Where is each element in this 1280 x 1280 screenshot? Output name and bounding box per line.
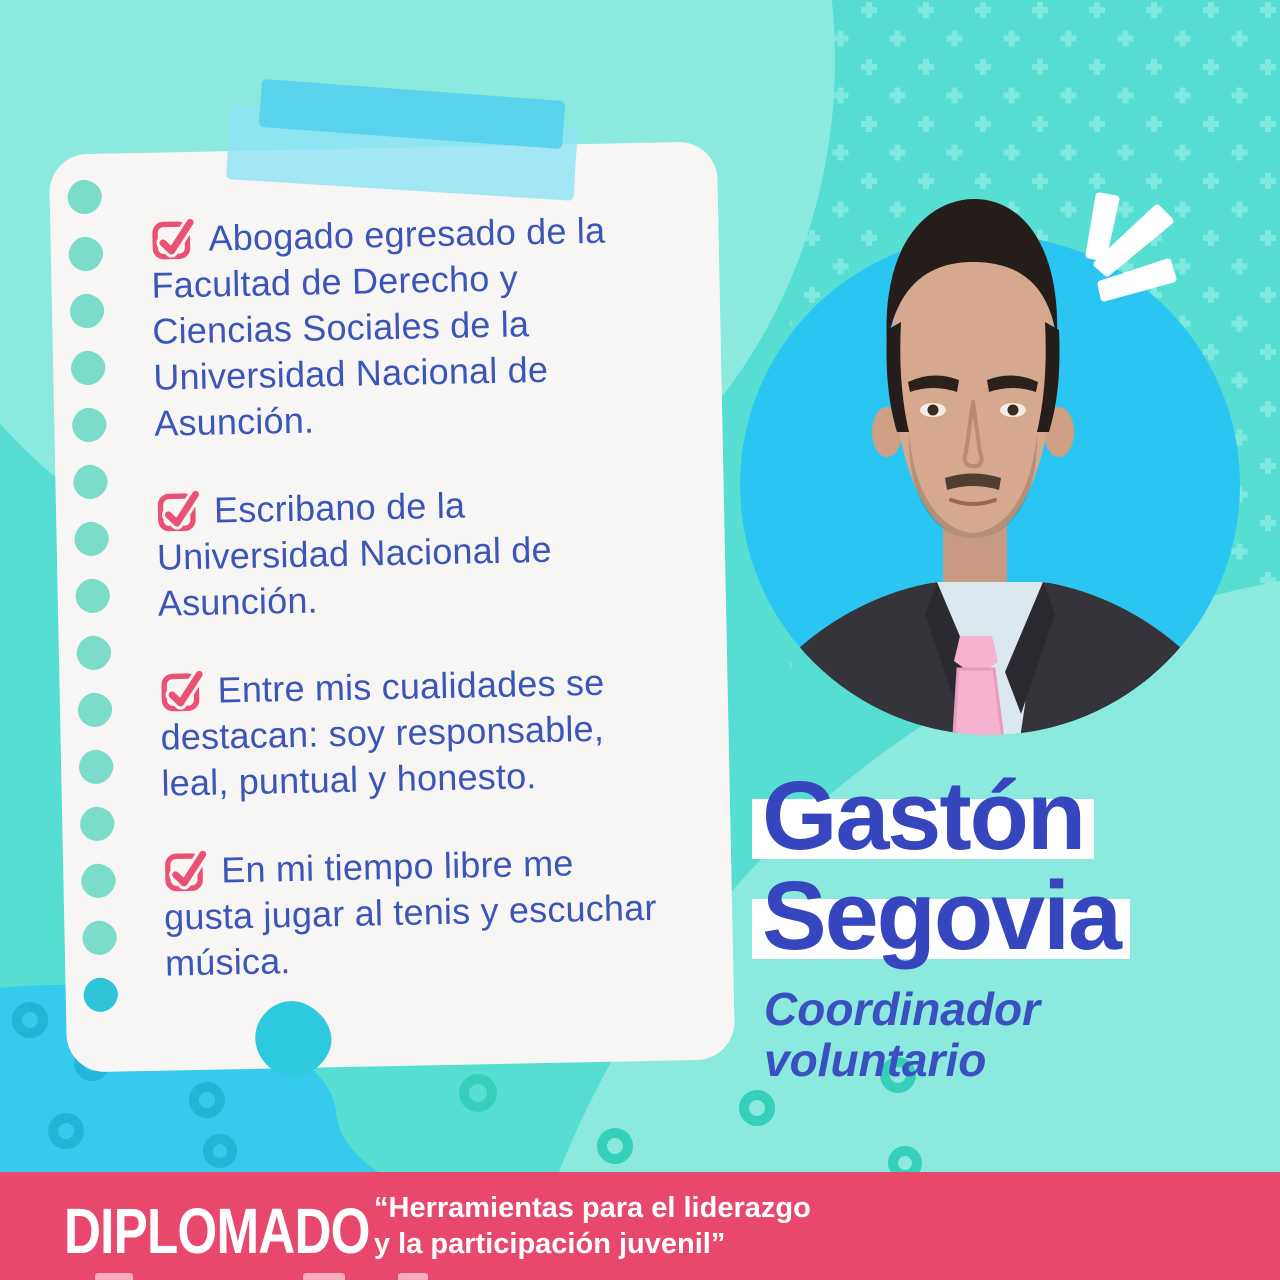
checklist-item: [156, 477, 664, 627]
program-quote: [374, 1190, 811, 1262]
notebook-dot: [77, 804, 118, 845]
last-name-line: [752, 861, 1130, 970]
notebook-dot: [70, 462, 111, 503]
notebook-dot: [71, 519, 112, 560]
checklist-item-text: Entre mis cualidades se destacan: soy responsable, leal, puntual y honesto.: [160, 661, 605, 804]
profile-role: Coordinador voluntario: [764, 983, 1040, 1086]
checklist-item: [163, 837, 671, 987]
checklist-item-text: Escribano de la Universidad Nacional de Asunción.: [156, 484, 553, 624]
checkbox-checked-icon: [150, 214, 197, 261]
profile-photo: [705, 170, 1275, 800]
notebook-hole-dots: [67, 180, 120, 1036]
checkbox-checked-icon: [156, 486, 203, 533]
cropped-logo-mark: [303, 1273, 345, 1280]
checklist-item-text: En mi tiempo libre me gusta jugar al tenis y escuchar música.: [163, 842, 657, 984]
program-quote-line1: “Herramientas para el liderazgo: [374, 1192, 811, 1224]
checkbox-checked-icon: [163, 846, 210, 893]
program-title: DIPLOMADO: [64, 1195, 370, 1267]
first-name-line: [752, 761, 1094, 870]
notebook-dot: [64, 177, 105, 218]
notebook-dot: [78, 861, 119, 902]
notebook-dot: [67, 291, 108, 332]
cropped-logo-mark: [398, 1273, 428, 1280]
notebook-dot: [74, 633, 115, 674]
notebook-card: [49, 141, 735, 1072]
profile-name: [752, 761, 1232, 970]
notebook-dot: [79, 918, 120, 959]
checklist-item: [150, 205, 660, 447]
footer-banner: [0, 1172, 1280, 1280]
notebook-dot: [80, 975, 121, 1016]
notebook-dot: [75, 690, 116, 731]
notebook-dot: [69, 405, 110, 446]
notebook-dot: [76, 747, 117, 788]
checkbox-checked-icon: [159, 666, 206, 713]
program-quote-line2: y la participación juvenil”: [374, 1228, 726, 1260]
notebook-dot: [66, 234, 107, 275]
notebook-dot: [72, 576, 113, 617]
cropped-logo-mark: [95, 1273, 133, 1280]
last-name: Segovia: [762, 861, 1120, 970]
checklist-item: [159, 657, 667, 807]
notebook-dot: [68, 348, 109, 389]
checklist-item-text: Abogado egresado de la Facultad de Derecho y Ciencias Sociales de la Universidad Nacional de Asunción.: [151, 209, 606, 444]
checklist: [150, 205, 671, 1027]
first-name: Gastón: [762, 761, 1085, 870]
